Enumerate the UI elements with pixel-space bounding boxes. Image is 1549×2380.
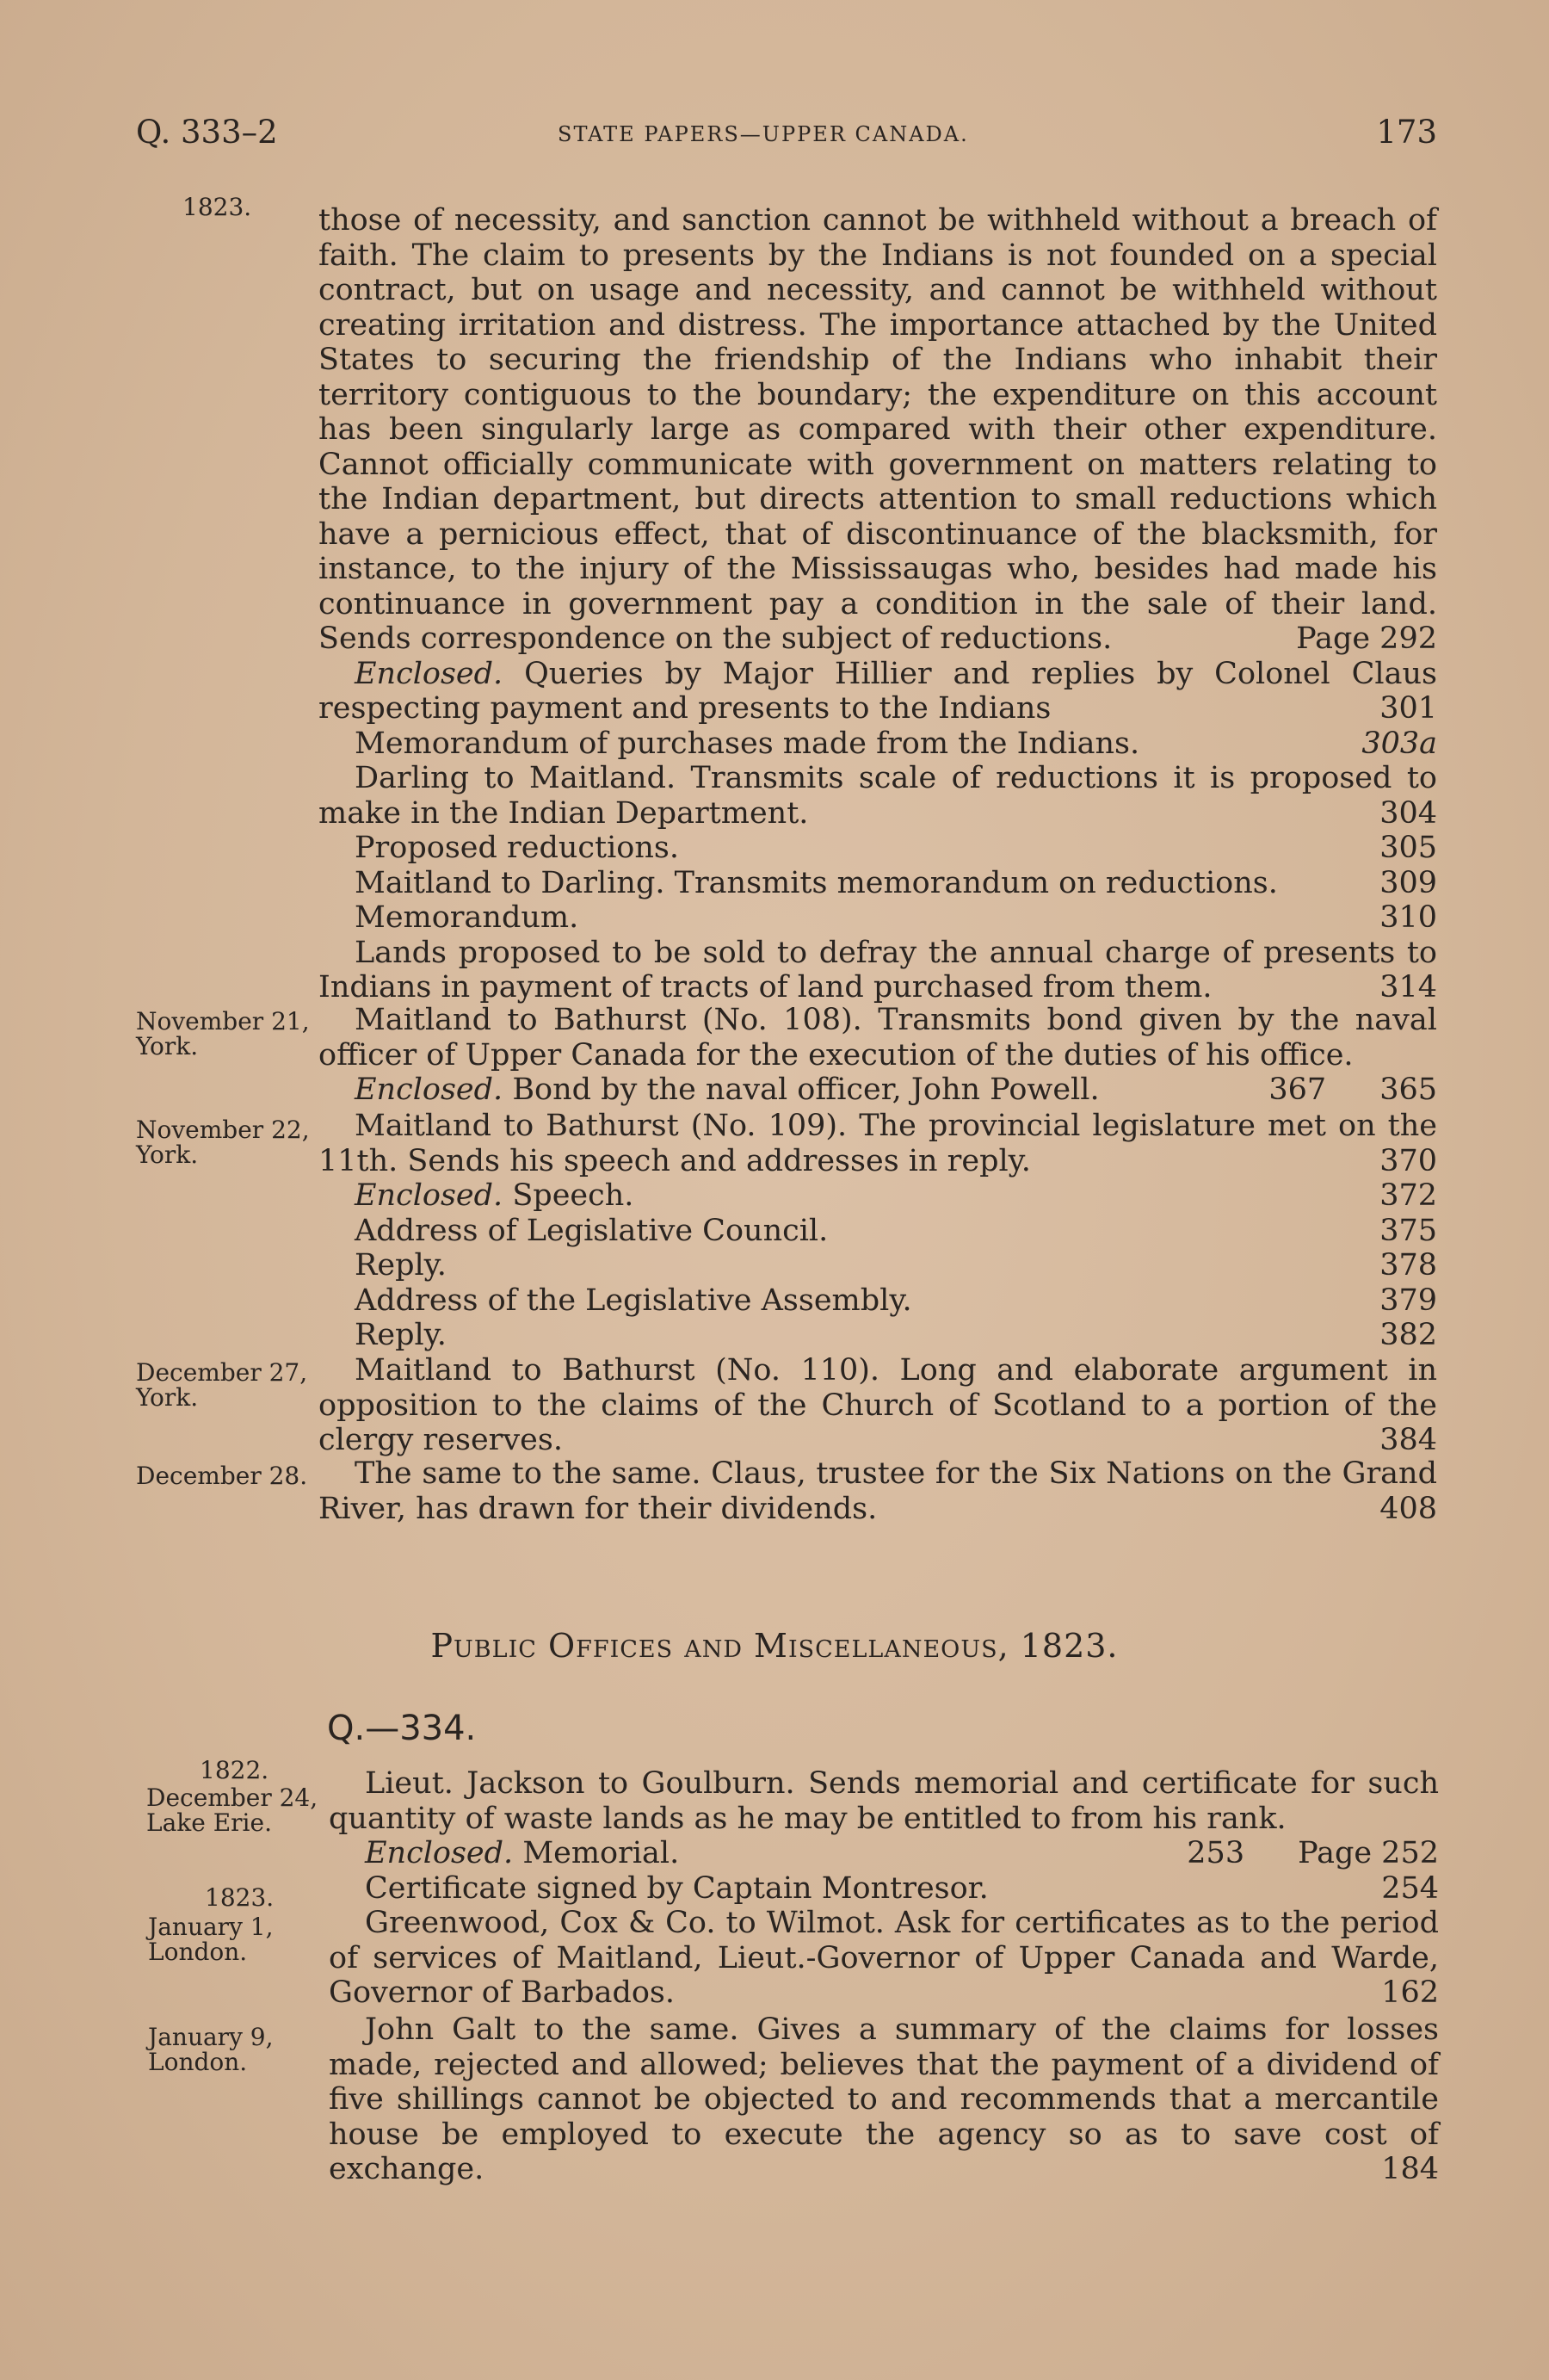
enclosure-line: Reply. 378 — [355, 1248, 1437, 1283]
entry-december-28 — [318, 1456, 1437, 1526]
page-header — [136, 114, 1437, 165]
date-december-28: December 28. — [136, 1462, 308, 1490]
entry-text: Lieut. Jackson to Goulburn. Sends memorial and certificate for such quantity of waste lands as he may be entitled to from his rank. Page 252 — [329, 1766, 1439, 1870]
enclosure-line: Reply. 382 — [355, 1318, 1437, 1352]
enclosure-line: Enclosed. Speech. 372 — [355, 1178, 1437, 1213]
date-december-24: December 24, Lake Erie. — [146, 1783, 318, 1837]
page-number: 173 — [1376, 114, 1437, 151]
enclosure-line: Enclosed. Memorial. 253 — [365, 1836, 1245, 1870]
date-december-27: December 27, York. — [136, 1358, 308, 1412]
date-november-21: November 21, York. — [136, 1007, 310, 1060]
entry-november-21 — [318, 1003, 1437, 1108]
date-january-1: January 1, London. — [148, 1913, 274, 1966]
running-title: STATE PAPERS—UPPER CANADA. — [558, 122, 969, 146]
year-1823-marginal: 1823. — [182, 193, 252, 221]
entry-january-1 — [329, 1906, 1439, 2011]
entry-december-27 — [318, 1353, 1437, 1458]
entry-december-24 — [329, 1766, 1439, 1906]
enclosure-line: Darling to Maitland. Transmits scale of reductions it is proposed to make in the Indian Department. 304 — [318, 761, 1437, 831]
entry-text: Maitland to Bathurst (No. 109). The provincial legislature met on the 11th. Sends his speech and addresses in reply. 370 — [318, 1109, 1437, 1178]
enclosure-line: Address of Legislative Council. 375 — [355, 1213, 1437, 1248]
enclosure-line: Maitland to Darling. Transmits memorandum on reductions. 309 — [355, 865, 1437, 900]
date-november-22: November 22, York. — [136, 1116, 310, 1169]
continuation-entry — [318, 203, 1437, 1005]
enclosure-line: Memorandum of purchases made from the Indians. 303a — [355, 726, 1437, 761]
entry-january-9 — [329, 2012, 1439, 2187]
entry-text: The same to the same. Claus, trustee for the Six Nations on the Grand River, has drawn for their dividends. 408 — [318, 1456, 1437, 1526]
enclosure-line: Lands proposed to be sold to defray the annual charge of presents to Indians in payment of tracts of land purchased from them. 314 — [318, 935, 1437, 1005]
enclosure-line: Memorandum. 310 — [355, 900, 1437, 935]
section-heading: Public Offices and Miscellaneous, 1823. — [430, 1627, 1119, 1665]
entry-text: Maitland to Bathurst (No. 110). Long and elaborate argument in opposition to the claims of the Church of Scotland to a portion of the clergy reserves. 384 — [318, 1353, 1437, 1457]
enclosure-line: Proposed reductions. 305 — [355, 831, 1437, 865]
volume-reference: Q. 333–2 — [136, 114, 278, 151]
entry-text: John Galt to the same. Gives a summary of the claims for losses made, rejected and allowed; believes that the payment of a dividend of five shillings cannot be objected to and recommends that a mercantile house be employed to execute the agency so as to save cost of exchange. 184 — [329, 2012, 1439, 2186]
date-january-9: January 9, London. — [148, 2023, 274, 2076]
entry-text: those of necessity, and sanction cannot be withheld without a breach of faith. The claim to presents by the Indians is not founded on a special contract, but on usage and necessity, and cannot be withheld without creating irritation and distress. The importance attached by the United States to securing the friendship of the Indians who inhabit their territory contiguous to the boundary; the expenditure on this account has been singularly large as compared with their other expenditure. Cannot officially communicate with government on matters relating to the Indian department, but directs attention to small reductions which have a pernicious effect, that of discontinuance of the blacksmith, for instance, to the injury of the Mississaugas who, besides had made his continuance in government pay a condition in the sale of their land. Sends correspondence on the subject of reductions. Page 292 — [318, 203, 1437, 656]
enclosure-line: Enclosed. Bond by the naval officer, John Powell. 367 — [355, 1073, 1327, 1107]
enclosure-line: Enclosed. Queries by Major Hillier and replies by Colonel Claus respecting payment and presents to the Indians 301 — [318, 656, 1437, 726]
enclosure-line: Address of the Legislative Assembly. 379 — [355, 1283, 1437, 1318]
entry-text: Greenwood, Cox & Co. to Wilmot. Ask for certificates as to the period of services of Maitland, Lieut.-Governor of Upper Canada and Warde, Governor of Barbados. 162 — [329, 1906, 1439, 2010]
entry-november-22 — [318, 1109, 1437, 1353]
year-1823-marginal: 1823. — [205, 1883, 275, 1912]
entry-text: Maitland to Bathurst (No. 108). Transmits bond given by the naval officer of Upper Canada for the execution of the duties of his office. 365 — [318, 1003, 1437, 1107]
volume-number: Q.—334. — [327, 1709, 477, 1748]
enclosure-line: Certificate signed by Captain Montresor. 254 — [365, 1870, 1439, 1906]
year-1822-marginal: 1822. — [200, 1756, 269, 1784]
